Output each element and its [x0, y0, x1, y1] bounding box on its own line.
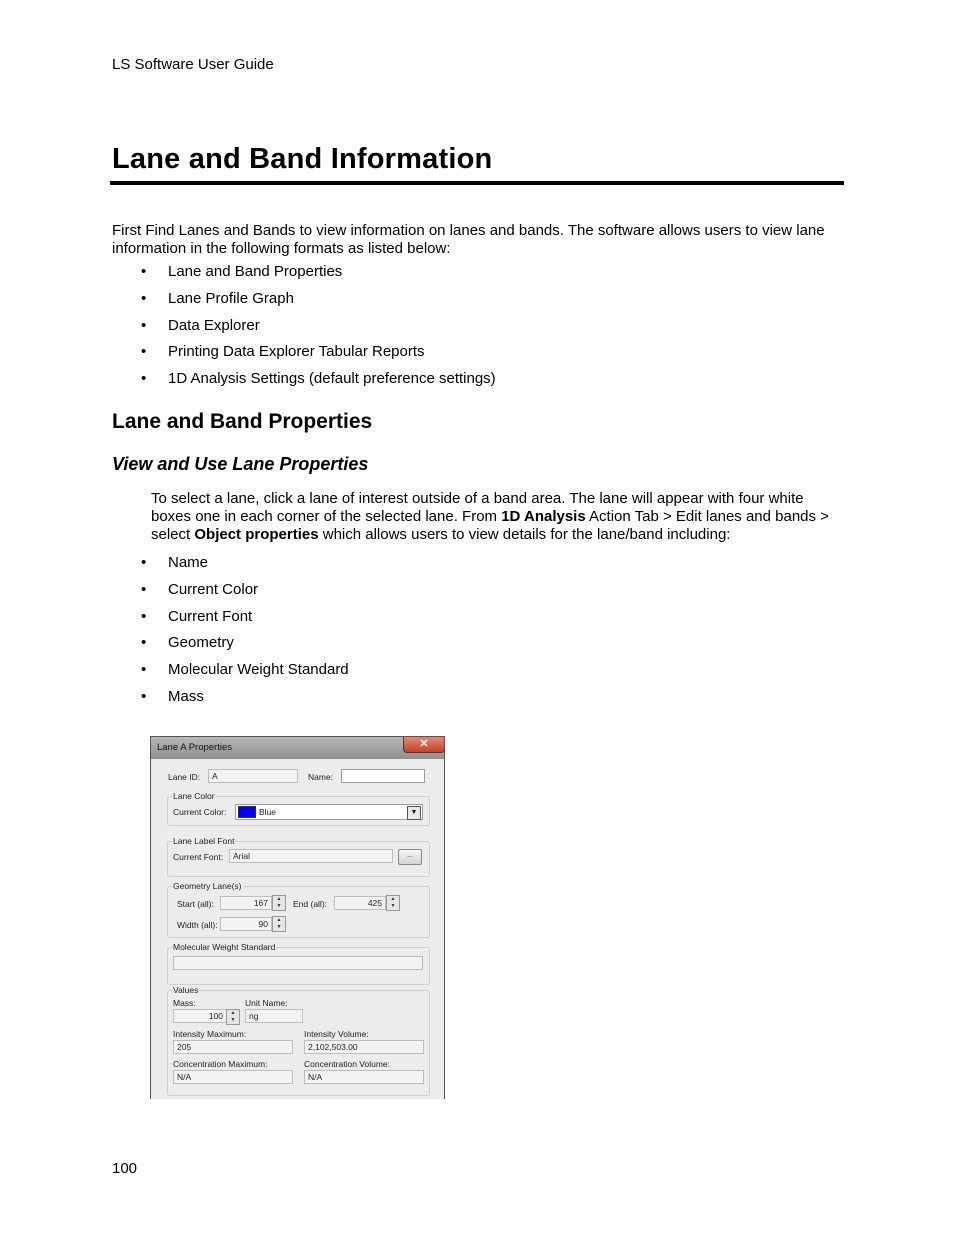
- end-spinner[interactable]: [386, 895, 400, 911]
- close-button[interactable]: ✕: [403, 737, 445, 753]
- bullet-icon: •: [141, 343, 147, 361]
- list-item: • Mass: [141, 687, 204, 705]
- intro-paragraph: First Find Lanes and Bands to view information on lanes and bands. The software allows users to view lane information in the following formats as listed below:: [112, 222, 825, 257]
- mw-group-label: Molecular Weight Standard: [173, 942, 276, 952]
- spin-up-icon[interactable]: ▲: [390, 896, 396, 902]
- list-item: • Lane Profile Graph: [141, 289, 294, 307]
- bullet-icon: •: [141, 607, 147, 625]
- list-item: • Lane and Band Properties: [141, 263, 343, 280]
- spin-up-icon[interactable]: ▲: [276, 896, 282, 902]
- end-input[interactable]: 425: [334, 896, 386, 910]
- bullet-icon: •: [141, 661, 147, 679]
- list-item: • Molecular Weight Standard: [141, 661, 349, 679]
- intensity-volume-field: 2,102,503.00: [304, 1040, 424, 1054]
- color-swatch: [238, 806, 256, 818]
- bullet-icon: •: [141, 634, 147, 652]
- current-color-label: Current Color:: [173, 807, 227, 817]
- list-item: • Printing Data Explorer Tabular Reports: [141, 343, 425, 361]
- name-label: Name:: [308, 772, 334, 782]
- bullet-icon: •: [141, 580, 147, 598]
- current-color-select[interactable]: Blue: [235, 804, 423, 820]
- mass-label: Mass:: [173, 998, 196, 1008]
- current-font-field: Arial: [229, 849, 393, 863]
- bullet-icon: •: [141, 687, 147, 705]
- start-label: Start (all):: [177, 899, 214, 909]
- values-group-label: Values: [173, 985, 199, 995]
- list-item: • Data Explorer: [141, 316, 260, 334]
- concentration-maximum-field: N/A: [173, 1070, 293, 1084]
- start-spinner[interactable]: [272, 895, 286, 911]
- bullet-icon: •: [141, 370, 147, 388]
- width-input[interactable]: 90: [220, 917, 272, 931]
- chevron-down-icon[interactable]: ▼: [407, 806, 421, 820]
- page-title: Lane and Band Information: [112, 143, 493, 175]
- spin-down-icon[interactable]: ▼: [390, 903, 396, 909]
- running-header: LS Software User Guide: [112, 56, 274, 73]
- spin-down-icon[interactable]: ▼: [276, 924, 282, 930]
- list-item: • Current Font: [141, 607, 253, 625]
- details-list: [141, 554, 349, 715]
- current-font-label: Current Font:: [173, 852, 224, 862]
- unit-name-input[interactable]: ng: [245, 1009, 303, 1023]
- width-spinner[interactable]: [272, 916, 286, 932]
- name-input[interactable]: [341, 769, 425, 783]
- start-input[interactable]: 167: [220, 896, 272, 910]
- unit-name-label: Unit Name:: [245, 998, 288, 1008]
- page-number: 100: [112, 1160, 138, 1177]
- subsection-heading: View and Use Lane Properties: [112, 454, 369, 474]
- font-browse-button[interactable]: ...: [398, 849, 422, 865]
- section-heading: Lane and Band Properties: [112, 410, 373, 433]
- geometry-group-label: Geometry Lane(s): [173, 881, 242, 891]
- spin-up-icon[interactable]: ▲: [276, 917, 282, 923]
- bullet-icon: •: [141, 263, 147, 280]
- font-group-label: Lane Label Font: [173, 836, 235, 846]
- width-label: Width (all):: [177, 920, 218, 930]
- mass-spinner[interactable]: [226, 1009, 240, 1025]
- format-list: [141, 263, 496, 397]
- intensity-volume-label: Intensity Volume:: [304, 1029, 369, 1039]
- list-item: • Name: [141, 554, 209, 571]
- end-label: End (all):: [293, 899, 328, 909]
- list-item: • 1D Analysis Settings (default preference settings): [141, 370, 496, 388]
- geometry-group: [167, 881, 430, 938]
- intensity-maximum-label: Intensity Maximum:: [173, 1029, 247, 1039]
- title-rule: [110, 181, 844, 185]
- instructions-paragraph: To select a lane, click a lane of interest outside of a band area. The lane will appear with four white boxes one in each corner of the selected lane. From 1D Analysis Action Tab > Edit lanes and bands > select Object properties which allows users to view details for the lane/band including:: [151, 490, 829, 543]
- bullet-icon: •: [141, 316, 147, 334]
- lane-id-label: Lane ID:: [168, 772, 201, 782]
- concentration-volume-field: N/A: [304, 1070, 424, 1084]
- dialog-title: Lane A Properties: [157, 742, 232, 753]
- bullet-icon: •: [141, 289, 147, 307]
- dialog-titlebar[interactable]: [151, 737, 444, 759]
- concentration-volume-label: Concentration Volume:: [304, 1059, 390, 1069]
- mass-input[interactable]: 100: [173, 1009, 227, 1023]
- bullet-icon: •: [141, 554, 147, 571]
- list-item: • Geometry: [141, 634, 234, 652]
- spin-up-icon[interactable]: ▲: [230, 1010, 236, 1016]
- list-item: • Current Color: [141, 580, 259, 598]
- intensity-maximum-field: 205: [173, 1040, 293, 1054]
- spin-down-icon[interactable]: ▼: [276, 903, 282, 909]
- dialog-body: [157, 759, 438, 1099]
- lane-id-field[interactable]: A: [208, 769, 298, 783]
- spin-down-icon[interactable]: ▼: [230, 1017, 236, 1023]
- lane-properties-dialog: [150, 736, 445, 1099]
- lane-color-group-label: Lane Color: [173, 791, 215, 801]
- concentration-maximum-label: Concentration Maximum:: [173, 1059, 268, 1069]
- mw-field[interactable]: [173, 956, 423, 970]
